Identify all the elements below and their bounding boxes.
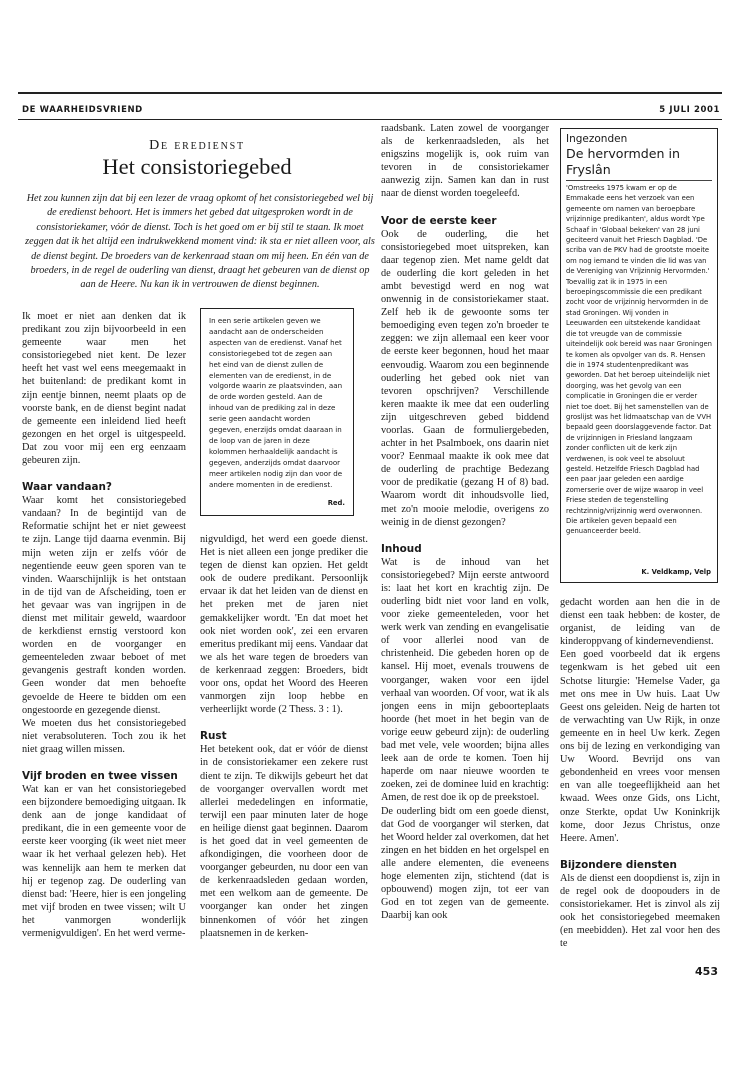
paragraph: raadsbank. Laten zowel de voorganger als de kerkenraadsleden, als het enigszins mogelijk is, ook ruim van tevoren in de consistoriekamer aanwezig zijn. Samen kan dan in rust naar de dienst worden toegeleefd. xyxy=(381,123,549,200)
paragraph: nigvuldigd, het werd een goede dienst. Het is niet alleen een jonge prediker die tegen de dienst kan opzien. Het geldt ook de oudere predikant. Persoonlijk ervaar ik dat het leiden van de dienst en het preken met de jaren niet gemakkelijker wordt. 'En dat moet het ook niet worden ook', zei een ervaren emeritus predikant mij eens. Vandaar dat we als het ware tegen de broeders van de kerkenraad zeggen: Broeders, bidt voor ons, opdat het Woord des Heeren vanmorgen zijn loop hebbe en verheerlijkt worde (2 Thess. 3 : 1). xyxy=(200,534,368,716)
editorial-note-box xyxy=(200,308,354,516)
article-title: Het consistoriegebed xyxy=(102,154,292,179)
subheading: Voor de eerste keer xyxy=(381,214,497,227)
publication-name: DE WAARHEIDSVRIEND xyxy=(22,105,143,115)
sidebar-box xyxy=(560,128,718,583)
paragraph: Het betekent ook, dat er vóór de dienst in de consistoriekamer een zekere rust dient te zijn. Te dikwijls gebeurt het dat de voorganger overvallen wordt met allerlei mededelingen en informatie, terwijl een paar minuten later de hoge en heilige dienst gaat beginnen. Daarom is het goed dat in veel gemeenten de afkondigingen, die voorheen door de voorganger gebeurden, nu door een van de kerkenraadsleden gedaan worden, met een welkom aan de gemeente. De voorganger kan onder het zingen binnenkomen of vóór het zingen plaatsnemen in de kerken- xyxy=(200,744,368,939)
paragraph: Wat is de inhoud van het consistoriegebed? Mijn eerste antwoord is: laat het kort en krachtig zijn. De ouderling bidt niet voor land en volk, voor zieke gemeenteleden, voor het werk werk van zending en evangelisatie of voor allerlei nood van de christenheid. Die gebeden horen op de kansel. Hij moet, evenals trouwens de voorganger, waken voor een ijdel verhaal van woorden. Of voor, wat ik als jongen eens in mijn geboorteplaats hoorde (het moet in het begin van de vorige eeuw gebeurd zijn): de ouderling bad met vele, vele woorden; bijna alles leek aan de orde te komen. Toen hij haperde om naar nieuwe woorden te zoeken, zei de dominee luid en krachtig: Amen, de rest doe ik op de preekstoel. xyxy=(381,556,549,804)
subheading: Bijzondere diensten xyxy=(560,858,677,871)
article-column-3 xyxy=(381,122,549,972)
sidebar-title: De hervormden in Fryslân xyxy=(566,146,712,181)
paragraph: gedacht worden aan hen die in de dienst een taak hebben: de koster, de organist, de leiding van de kinderoppvang of kindernevendienst. xyxy=(560,597,720,648)
issue-date: 5 JULI 2001 xyxy=(659,105,720,115)
paragraph: Ik moet er niet aan denken dat ik predikant zou zijn bijvoorbeeld in een gemeente waar men het consistoriegebed niet kent. De lezer heeft het vast wel eens meegemaakt in het buitenland: de predikant komt in zijn eentje binnen, neemt plaats op de voorste bank, en de dienst begint nadat de gemeente een inleidend lied heeft gezongen en het orgel is uitgespeeld. Dat zou voor mij een erg eenzaam gebeuren zijn. xyxy=(22,311,186,467)
editorial-note-signature: Red. xyxy=(327,499,345,508)
article-column-1 xyxy=(22,310,186,950)
subheading: Vijf broden en twee vissen xyxy=(22,770,178,782)
article-kicker: De eredienst xyxy=(149,138,245,153)
paragraph: We moeten dus het consistoriegebed niet verabsoluteren. Toch zou ik het niet graag willen missen. xyxy=(22,717,186,755)
sidebar-label: Ingezonden xyxy=(566,133,628,145)
masthead-rule xyxy=(18,119,722,120)
masthead xyxy=(22,103,720,119)
article-column-2 xyxy=(200,533,368,973)
article-column-4 xyxy=(560,596,720,971)
subheading: Rust xyxy=(200,730,227,743)
paragraph: Als de dienst een doopdienst is, zijn in de regel ook de doopouders in de consistoriekamer. Het is zinvol als zij ook het consistoriegebed meemaken (en meebidden). Het zal voor hen des te xyxy=(560,872,720,950)
paragraph: De ouderling bidt om een goede dienst, dat God de voorganger wil sterken, dat het Woord helder zal overkomen, dat het zingen en het bidden en het orgelspel en alle andere elementen, die eveneens hoge elementen zijn, stichtend (dat is opbouwend) mogen zijn, tot eer van God en tot zegen van de gemeente. Daarbij kan ook xyxy=(381,805,549,922)
paragraph: Waar komt het consistoriegebed vandaan? In de begintijd van de Reformatie schijnt het er niet geweest te zijn. Lange tijd daarna evenmin. Bij mijn weten zijn er zelfs vóór de negentiende eeuw geen sporen van te vinden. Waarschijnlijk is het ontstaan in de tijd van de Afscheiding, toen er het gevaar was van ingrijpen in de dienst met militair geweld, waardoor de kerkdienst ernstig verstoord kon worden en de voorganger en gemeenteleden zwaar beboet of met gevangenis gestraft konden worden. Geen wonder dat men behoefte gevoelde de Heere te bidden om een ongestoorde en gezegende dienst. xyxy=(22,495,186,716)
page-number: 453 xyxy=(695,965,718,978)
sidebar-text: 'Omstreeks 1975 kwam er op de Emmakade eens het verzoek van een gemeente om namen van beroepbare vrijzinnige predikanten', aldus wordt Ype Schaaf in 'Globaal bekeken' van 28 juni geciteerd vanuit het Friesch Dagblad. 'De scriba van de PKV had de grootste moeite om nog iemand te vinden die lid was van de Vereniging van Vrijzinnig Hervormden.' Toevallig zat ik in 1975 in een beroepingscommissie die een predikant zocht voor de vrijzinnig hervormden in de stad Groningen. Wij vonden in Leeuwarden een uitstekende kandidaat die tot vreugde van de commissie uiteindelijk ook bereid was naar Groningen te komen als opvolger van ds. R. Hensen die in 1974 studentenpredikant was geworden. Dat het beroep uiteindelijk niet doorging, was het gevolg van een complicatie in Groningen die er verder niet toe doet. Bij het samenstellen van de groslijst was het lidmaatschap van de VVH bepaald geen doorslaggevende factor. Dat de vrijzinnigen in Friesland langzaam zonder conflicten uit de kerk zijn verdwenen, is ook veel te absoluut gesteld. Hetzelfde Friesch Dagblad had een paar jaar geleden een aardige zomerserie over de wijze waarop in veel Friese steden de tegenstelling rechtzinnig/vrijzinnig werd overwonnen. Die artikelen geven bepaald een genuanceerder beeld. xyxy=(566,184,712,536)
editorial-note-text: In een serie artikelen geven we aandacht aan de onderscheiden aspecten van de eredienst. Vanaf het consistoriegebed tot de zegen aan het eind van de dienst zullen de elementen van de eredienst, in de volgorde waarin ze plaatsvinden, aan de orde worden gesteld. Aan de inhoud van de prediking zal in deze serie geen aandacht worden gegeven, enerzijds omdat daaraan in de loop van de jaren in deze kolommen herhaaldelijk aandacht is gegeven, anderzijds omdat daarvoor meer artikelen nodig zijn dan voor de andere momenten in de eredienst. xyxy=(209,316,343,489)
article-intro: Het zou kunnen zijn dat bij een lezer de vraag opkomt of het consistoriegebed wel bij de eredienst behoort. Het is immers het gebed dat uitgesproken wordt in de consistoriekamer, vóór de dienst. Toch is het goed om er bij stil te staan. Ik moet zeggen dat ik het altijd een indrukwekkend moment vind: ik sta er niet alleen voor, als de dienst begint. De broeders van de kerkenraad staan om mij heen. En één van de broeders, in de regel de ouderling van dienst, draagt het gebeuren van de dienst op aan de Heere. Nu kan ik in vertrouwen de dienst beginnen. xyxy=(25,193,375,291)
subheading: Inhoud xyxy=(381,542,422,555)
paragraph: Wat kan er van het consistoriegebed een bijzondere bemoediging uitgaan. Ik denk aan de jonge kandidaat of predikant, die in een gemeente voor de eerste keer voorging (ik weet niet meer waar ik het verhaal gelezen heb). Het was kennelijk aan hem te merken dat hij er tegenop zag. De ouderling van dienst bad: 'Heere, hier is een jongeling met vijf broden en twee vissen; wilt U het vanmorgen wonderlijk vermenigvuldigen'. En het werd verme- xyxy=(22,784,186,940)
top-rule xyxy=(18,92,722,94)
sidebar-signature: K. Veldkamp, Velp xyxy=(641,568,711,576)
paragraph: Ook de ouderling, die het consistoriegebed moet uitspreken, kan daar tegenop zien. Met name geldt dat de ouderling die kort geleden in het ambt bevestigd werd en nog wat onwennig in de consistoriekamer staat. Zelf heb ik de gewoonte soms ter bemoediging even tegen zo'n broeder te zeggen: we zijn allemaal een keer voor de eerste keer begonnen, houd het maar eenvoudig. Waarom zou een beginnende ouderling het gebed ook niet van tevoren opschrijven? Verschillende keren maakte ik mee dat een ouderling zijn uitgeschreven gebed biddend voorlas. Gaan de formuliergebeden, achter in het Psalmboek, ons daarin niet voor? Eenmaal maakte ik ook mee dat de ouderling de prachtige Bedezang voor de predikatie (gezang H of 8) bad. Waarom wordt dit inhoudsvolle lied, met zo'n mooie melodie, overigens zo weinig in de dienst gezongen? xyxy=(381,228,549,528)
paragraph: Een goed voorbeeld dat ik ergens tegenkwam is het gebed uit een Schotse liturgie: 'Hemelse Vader, ga met ons mee in Uw huis. Laat Uw Geest ons geleiden. Neig de harten tot de verwachting van Uw Rijk, in onze gemeente en in heel Uw kerk. Zegen ons bij de lezing en verkondiging van Uw Woord. Bevrijd ons van gebondenheid en vrees voor mensen en van alle toegeeflijkheid aan het kwaad. Wees onze Gids, ons Licht, onze Sterkte, opdat Uw Koninkrijk kome, door Jezus Christus, onze Heere. Amen'. xyxy=(560,649,720,844)
subheading: Waar vandaan? xyxy=(22,481,112,494)
